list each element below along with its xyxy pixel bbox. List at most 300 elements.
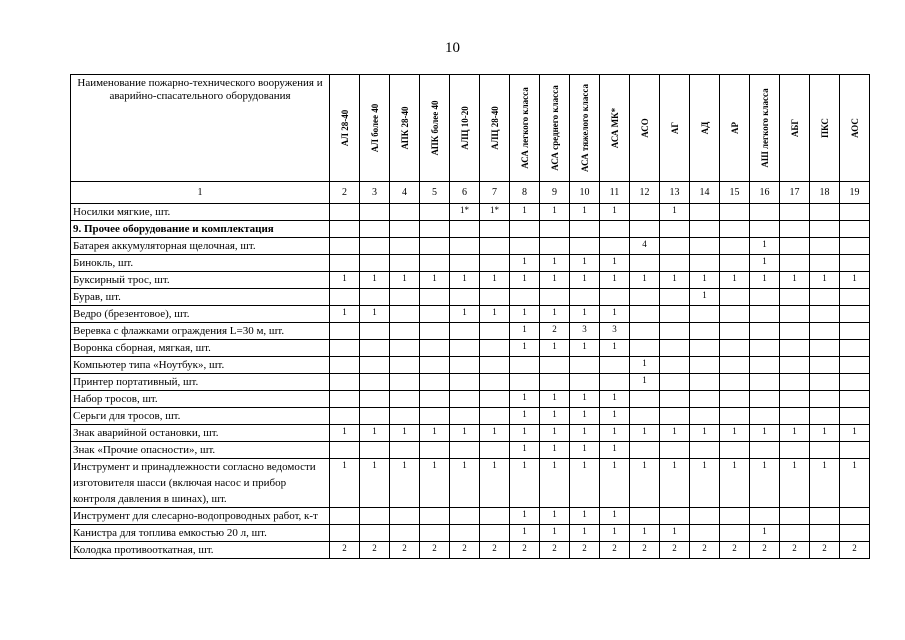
table-cell: 1 (510, 306, 540, 323)
table-cell: 1 (450, 459, 480, 508)
table-cell (330, 525, 360, 542)
table-cell (420, 391, 450, 408)
table-cell: 1 (630, 425, 660, 442)
table-cell (780, 204, 810, 221)
table-cell (480, 391, 510, 408)
table-cell (330, 289, 360, 306)
table-cell: 2 (450, 542, 480, 559)
column-header-label: АОС (849, 118, 860, 138)
table-cell (630, 391, 660, 408)
table-cell: 1 (780, 459, 810, 508)
table-cell: 1 (540, 255, 570, 272)
table-cell: 1 (390, 459, 420, 508)
table-cell (420, 323, 450, 340)
table-cell: 1 (510, 425, 540, 442)
column-header (510, 75, 540, 182)
table-cell: 1 (570, 391, 600, 408)
table-cell (450, 340, 480, 357)
column-header (570, 75, 600, 182)
table-cell (360, 204, 390, 221)
table-row (71, 525, 870, 542)
table-cell (810, 306, 840, 323)
table-cell (750, 508, 780, 525)
table-cell (690, 323, 720, 340)
table-cell (330, 508, 360, 525)
table-cell (420, 306, 450, 323)
table-cell: 2 (600, 542, 630, 559)
table-cell: 1 (810, 272, 840, 289)
table-cell: 1 (330, 425, 360, 442)
column-number: 3 (360, 182, 390, 204)
table-cell: 1 (540, 442, 570, 459)
table-cell: 1 (390, 272, 420, 289)
column-number: 12 (630, 182, 660, 204)
table-cell: 1 (540, 525, 570, 542)
table-cell: 1 (540, 306, 570, 323)
table-cell (480, 323, 510, 340)
table-cell: 1 (600, 425, 630, 442)
table-cell: 1 (750, 459, 780, 508)
row-name: Бинокль, шт. (71, 255, 330, 272)
table-cell: 1 (330, 306, 360, 323)
table-cell: 1 (750, 238, 780, 255)
table-cell (450, 391, 480, 408)
row-name: Колодка противооткатная, шт. (71, 542, 330, 559)
table-cell: 1 (570, 408, 600, 425)
column-header (750, 75, 780, 182)
table-cell: 1 (480, 272, 510, 289)
column-number: 4 (390, 182, 420, 204)
table-cell (570, 357, 600, 374)
table-cell (690, 408, 720, 425)
table-cell (780, 221, 810, 238)
column-header-label: ПКС (819, 118, 830, 138)
column-number: 19 (840, 182, 870, 204)
column-header (660, 75, 690, 182)
table-cell (480, 408, 510, 425)
table-cell (480, 357, 510, 374)
column-number: 8 (510, 182, 540, 204)
row-name: Буксирный трос, шт. (71, 272, 330, 289)
table-cell (810, 289, 840, 306)
table-cell (810, 323, 840, 340)
table-cell (390, 442, 420, 459)
table-cell (720, 391, 750, 408)
column-number: 18 (810, 182, 840, 204)
table-row (71, 289, 870, 306)
table-cell (360, 442, 390, 459)
table-cell (840, 306, 870, 323)
table-row (71, 459, 870, 508)
column-header (330, 75, 360, 182)
table-cell: 1 (690, 425, 720, 442)
table-cell (750, 408, 780, 425)
table-cell (390, 340, 420, 357)
table-cell: 1 (510, 323, 540, 340)
table-cell (480, 442, 510, 459)
column-header-label: АЛ 28-40 (339, 109, 350, 147)
table-cell (810, 442, 840, 459)
table-cell (330, 204, 360, 221)
table-cell: 2 (570, 542, 600, 559)
column-header-label: АЛЦ 28-40 (489, 106, 500, 150)
table-cell (450, 374, 480, 391)
row-name: Носилки мягкие, шт. (71, 204, 330, 221)
table-cell: 1 (690, 272, 720, 289)
table-cell (330, 408, 360, 425)
table-cell (570, 289, 600, 306)
column-number: 2 (330, 182, 360, 204)
column-header (690, 75, 720, 182)
table-cell (660, 255, 690, 272)
table-cell (750, 357, 780, 374)
page-number: 10 (445, 40, 460, 56)
table-cell (600, 221, 630, 238)
table-cell (780, 408, 810, 425)
table-cell: 1 (630, 459, 660, 508)
table-cell: 1 (660, 204, 690, 221)
table-cell (570, 238, 600, 255)
table-cell: 1 (480, 306, 510, 323)
table-cell (660, 408, 690, 425)
column-number: 6 (450, 182, 480, 204)
table-cell: 1 (720, 459, 750, 508)
column-header (420, 75, 450, 182)
row-name: Бурав, шт. (71, 289, 330, 306)
table-cell (750, 340, 780, 357)
table-cell (630, 508, 660, 525)
column-header (780, 75, 810, 182)
column-number: 7 (480, 182, 510, 204)
table-cell: 1 (510, 391, 540, 408)
table-cell (780, 238, 810, 255)
table-cell: 1 (570, 442, 600, 459)
table-cell (660, 442, 690, 459)
table-row (71, 272, 870, 289)
table-cell: 1 (480, 425, 510, 442)
table-cell (720, 442, 750, 459)
table-cell: 2 (330, 542, 360, 559)
table-cell: 1 (840, 272, 870, 289)
table-cell (840, 255, 870, 272)
table-cell (660, 391, 690, 408)
table-cell: 1 (660, 272, 690, 289)
table-cell (630, 323, 660, 340)
row-name: Инструмент для слесарно-водопроводных работ, к-т (71, 508, 330, 525)
table-cell (420, 204, 450, 221)
table-cell: 1 (390, 425, 420, 442)
table-cell: 1 (810, 425, 840, 442)
column-header (360, 75, 390, 182)
column-number: 17 (780, 182, 810, 204)
column-header (720, 75, 750, 182)
table-cell: 1 (540, 459, 570, 508)
table-cell: 1 (450, 425, 480, 442)
table-cell (630, 408, 660, 425)
table-cell (480, 340, 510, 357)
table-cell (690, 221, 720, 238)
section-heading-row (71, 221, 870, 238)
table-cell (780, 391, 810, 408)
table-row (71, 425, 870, 442)
row-name: Воронка сборная, мягкая, шт. (71, 340, 330, 357)
table-cell (420, 289, 450, 306)
row-name: Компьютер типа «Ноутбук», шт. (71, 357, 330, 374)
equipment-table (70, 74, 870, 559)
table-cell: 2 (840, 542, 870, 559)
table-cell (720, 255, 750, 272)
table-cell (720, 374, 750, 391)
table-cell (570, 221, 600, 238)
table-cell: 1* (480, 204, 510, 221)
table-cell (360, 289, 390, 306)
row-name: Батарея аккумуляторная щелочная, шт. (71, 238, 330, 255)
table-cell (690, 508, 720, 525)
table-cell: 1 (720, 272, 750, 289)
table-cell (390, 238, 420, 255)
column-header (810, 75, 840, 182)
table-cell: 1 (510, 508, 540, 525)
table-cell (810, 525, 840, 542)
table-cell: 1 (570, 204, 600, 221)
table-row (71, 374, 870, 391)
table-cell (840, 408, 870, 425)
table-cell (360, 340, 390, 357)
table-cell: 1 (510, 340, 540, 357)
table-cell (360, 508, 390, 525)
table-cell: 1 (540, 408, 570, 425)
table-cell: 1 (750, 525, 780, 542)
table-cell (330, 340, 360, 357)
table-cell (540, 357, 570, 374)
table-cell (660, 221, 690, 238)
column-header-label: АСА легкого класса (519, 87, 530, 169)
table-cell: 1 (360, 425, 390, 442)
table-cell: 2 (690, 542, 720, 559)
table-cell (660, 357, 690, 374)
table-cell (690, 204, 720, 221)
column-header-label: АР (729, 122, 740, 134)
table-cell (630, 255, 660, 272)
table-cell: 1 (540, 508, 570, 525)
column-header-label: АСО (639, 118, 650, 138)
column-header-label: АШ легкого класса (759, 88, 770, 168)
table-cell (840, 374, 870, 391)
column-number: 16 (750, 182, 780, 204)
table-cell (510, 357, 540, 374)
table-cell: 1 (600, 459, 630, 508)
column-header (840, 75, 870, 182)
table-cell (510, 238, 540, 255)
table-cell: 1 (510, 442, 540, 459)
table-cell: 1 (840, 459, 870, 508)
table-cell (750, 323, 780, 340)
table-cell (660, 238, 690, 255)
table-cell (420, 408, 450, 425)
table-cell: 1 (330, 272, 360, 289)
table-cell: 1 (660, 459, 690, 508)
table-cell: 1 (630, 357, 660, 374)
table-cell: 2 (750, 542, 780, 559)
table-cell (330, 238, 360, 255)
table-cell (810, 508, 840, 525)
column-number-row (71, 182, 870, 204)
table-cell: 1 (420, 425, 450, 442)
table-cell (780, 508, 810, 525)
table-cell (780, 357, 810, 374)
table-cell (750, 391, 780, 408)
table-cell (390, 289, 420, 306)
table-cell: 2 (480, 542, 510, 559)
row-name: Инструмент и принадлежности согласно ведомости изготовителя шасси (включая насос и прибор контроля давления в шинах), шт. (71, 459, 330, 508)
table-cell (360, 357, 390, 374)
table-cell (480, 221, 510, 238)
table-cell: 1 (510, 459, 540, 508)
column-header-label: АД (699, 121, 710, 135)
table-cell: 1 (600, 255, 630, 272)
table-cell (840, 289, 870, 306)
table-cell (780, 525, 810, 542)
table-cell: 1 (600, 408, 630, 425)
table-cell (630, 340, 660, 357)
column-header-label: АБГ (789, 118, 800, 138)
table-cell: 1 (420, 272, 450, 289)
table-cell (840, 340, 870, 357)
table-cell (660, 289, 690, 306)
table-cell (810, 221, 840, 238)
column-number: 1 (71, 182, 330, 204)
table-row (71, 542, 870, 559)
table-cell (450, 323, 480, 340)
table-cell: 1 (750, 272, 780, 289)
table-cell (390, 374, 420, 391)
table-cell (390, 204, 420, 221)
table-cell (750, 221, 780, 238)
table-cell: 2 (810, 542, 840, 559)
table-cell: 1 (600, 272, 630, 289)
column-header-label: АПК более 40 (429, 100, 440, 156)
table-cell (390, 525, 420, 542)
table-cell: 1 (600, 525, 630, 542)
table-cell (720, 306, 750, 323)
table-cell (450, 255, 480, 272)
column-header-label: АЛ более 40 (369, 103, 380, 153)
table-cell: 1 (570, 340, 600, 357)
table-cell (660, 340, 690, 357)
table-cell (360, 391, 390, 408)
table-cell (720, 238, 750, 255)
table-cell (690, 374, 720, 391)
table-cell: 1 (570, 525, 600, 542)
column-number: 9 (540, 182, 570, 204)
table-cell: 1 (540, 391, 570, 408)
table-cell (330, 391, 360, 408)
table-cell (660, 306, 690, 323)
table-row (71, 508, 870, 525)
table-cell (690, 357, 720, 374)
table-cell (510, 221, 540, 238)
table-cell (630, 289, 660, 306)
table-row (71, 391, 870, 408)
table-cell (360, 221, 390, 238)
table-cell (690, 306, 720, 323)
table-cell (840, 442, 870, 459)
table-cell (600, 374, 630, 391)
table-cell: 1 (510, 525, 540, 542)
row-name: Принтер портативный, шт. (71, 374, 330, 391)
table-row (71, 408, 870, 425)
column-header-label: АЛЦ 10-20 (459, 106, 470, 150)
name-column-header: Наименование пожарно-технического вооружения и аварийно-спасательного оборудования (71, 75, 330, 182)
table-cell (690, 391, 720, 408)
table-cell (450, 289, 480, 306)
row-name: Канистра для топлива емкостью 20 л, шт. (71, 525, 330, 542)
table-cell (750, 306, 780, 323)
table-cell (420, 238, 450, 255)
table-cell (780, 255, 810, 272)
table-cell (480, 525, 510, 542)
table-cell (660, 374, 690, 391)
table-cell (360, 408, 390, 425)
table-cell: 1 (510, 408, 540, 425)
table-cell (540, 374, 570, 391)
table-cell (660, 323, 690, 340)
table-cell (720, 525, 750, 542)
column-number: 10 (570, 182, 600, 204)
table-cell: 2 (360, 542, 390, 559)
table-cell (780, 340, 810, 357)
table-cell: 1 (630, 272, 660, 289)
table-cell (540, 238, 570, 255)
table-cell (840, 357, 870, 374)
table-cell (600, 289, 630, 306)
table-cell (720, 289, 750, 306)
table-cell: 1 (360, 306, 390, 323)
table-cell (720, 340, 750, 357)
table-cell (630, 221, 660, 238)
table-cell (750, 374, 780, 391)
table-cell: 1 (600, 204, 630, 221)
table-cell (660, 508, 690, 525)
table-cell (780, 323, 810, 340)
table-cell (720, 408, 750, 425)
table-cell (840, 391, 870, 408)
table-cell (840, 323, 870, 340)
table-cell (810, 204, 840, 221)
table-cell (450, 238, 480, 255)
table-cell (840, 204, 870, 221)
table-cell (720, 508, 750, 525)
table-cell: 1 (600, 340, 630, 357)
table-cell: 1 (840, 425, 870, 442)
table-cell: 4 (630, 238, 660, 255)
column-number: 15 (720, 182, 750, 204)
table-cell (840, 238, 870, 255)
row-name: Веревка с флажками ограждения L=30 м, шт. (71, 323, 330, 340)
table-cell: 1 (660, 525, 690, 542)
table-cell: 1 (510, 204, 540, 221)
table-cell (630, 306, 660, 323)
table-row (71, 323, 870, 340)
table-cell: 1 (420, 459, 450, 508)
table-cell (780, 306, 810, 323)
table-cell (510, 374, 540, 391)
column-header-label: АСА МК* (609, 107, 620, 149)
table-cell (720, 357, 750, 374)
table-cell (690, 525, 720, 542)
table-cell (420, 525, 450, 542)
table-cell (720, 323, 750, 340)
